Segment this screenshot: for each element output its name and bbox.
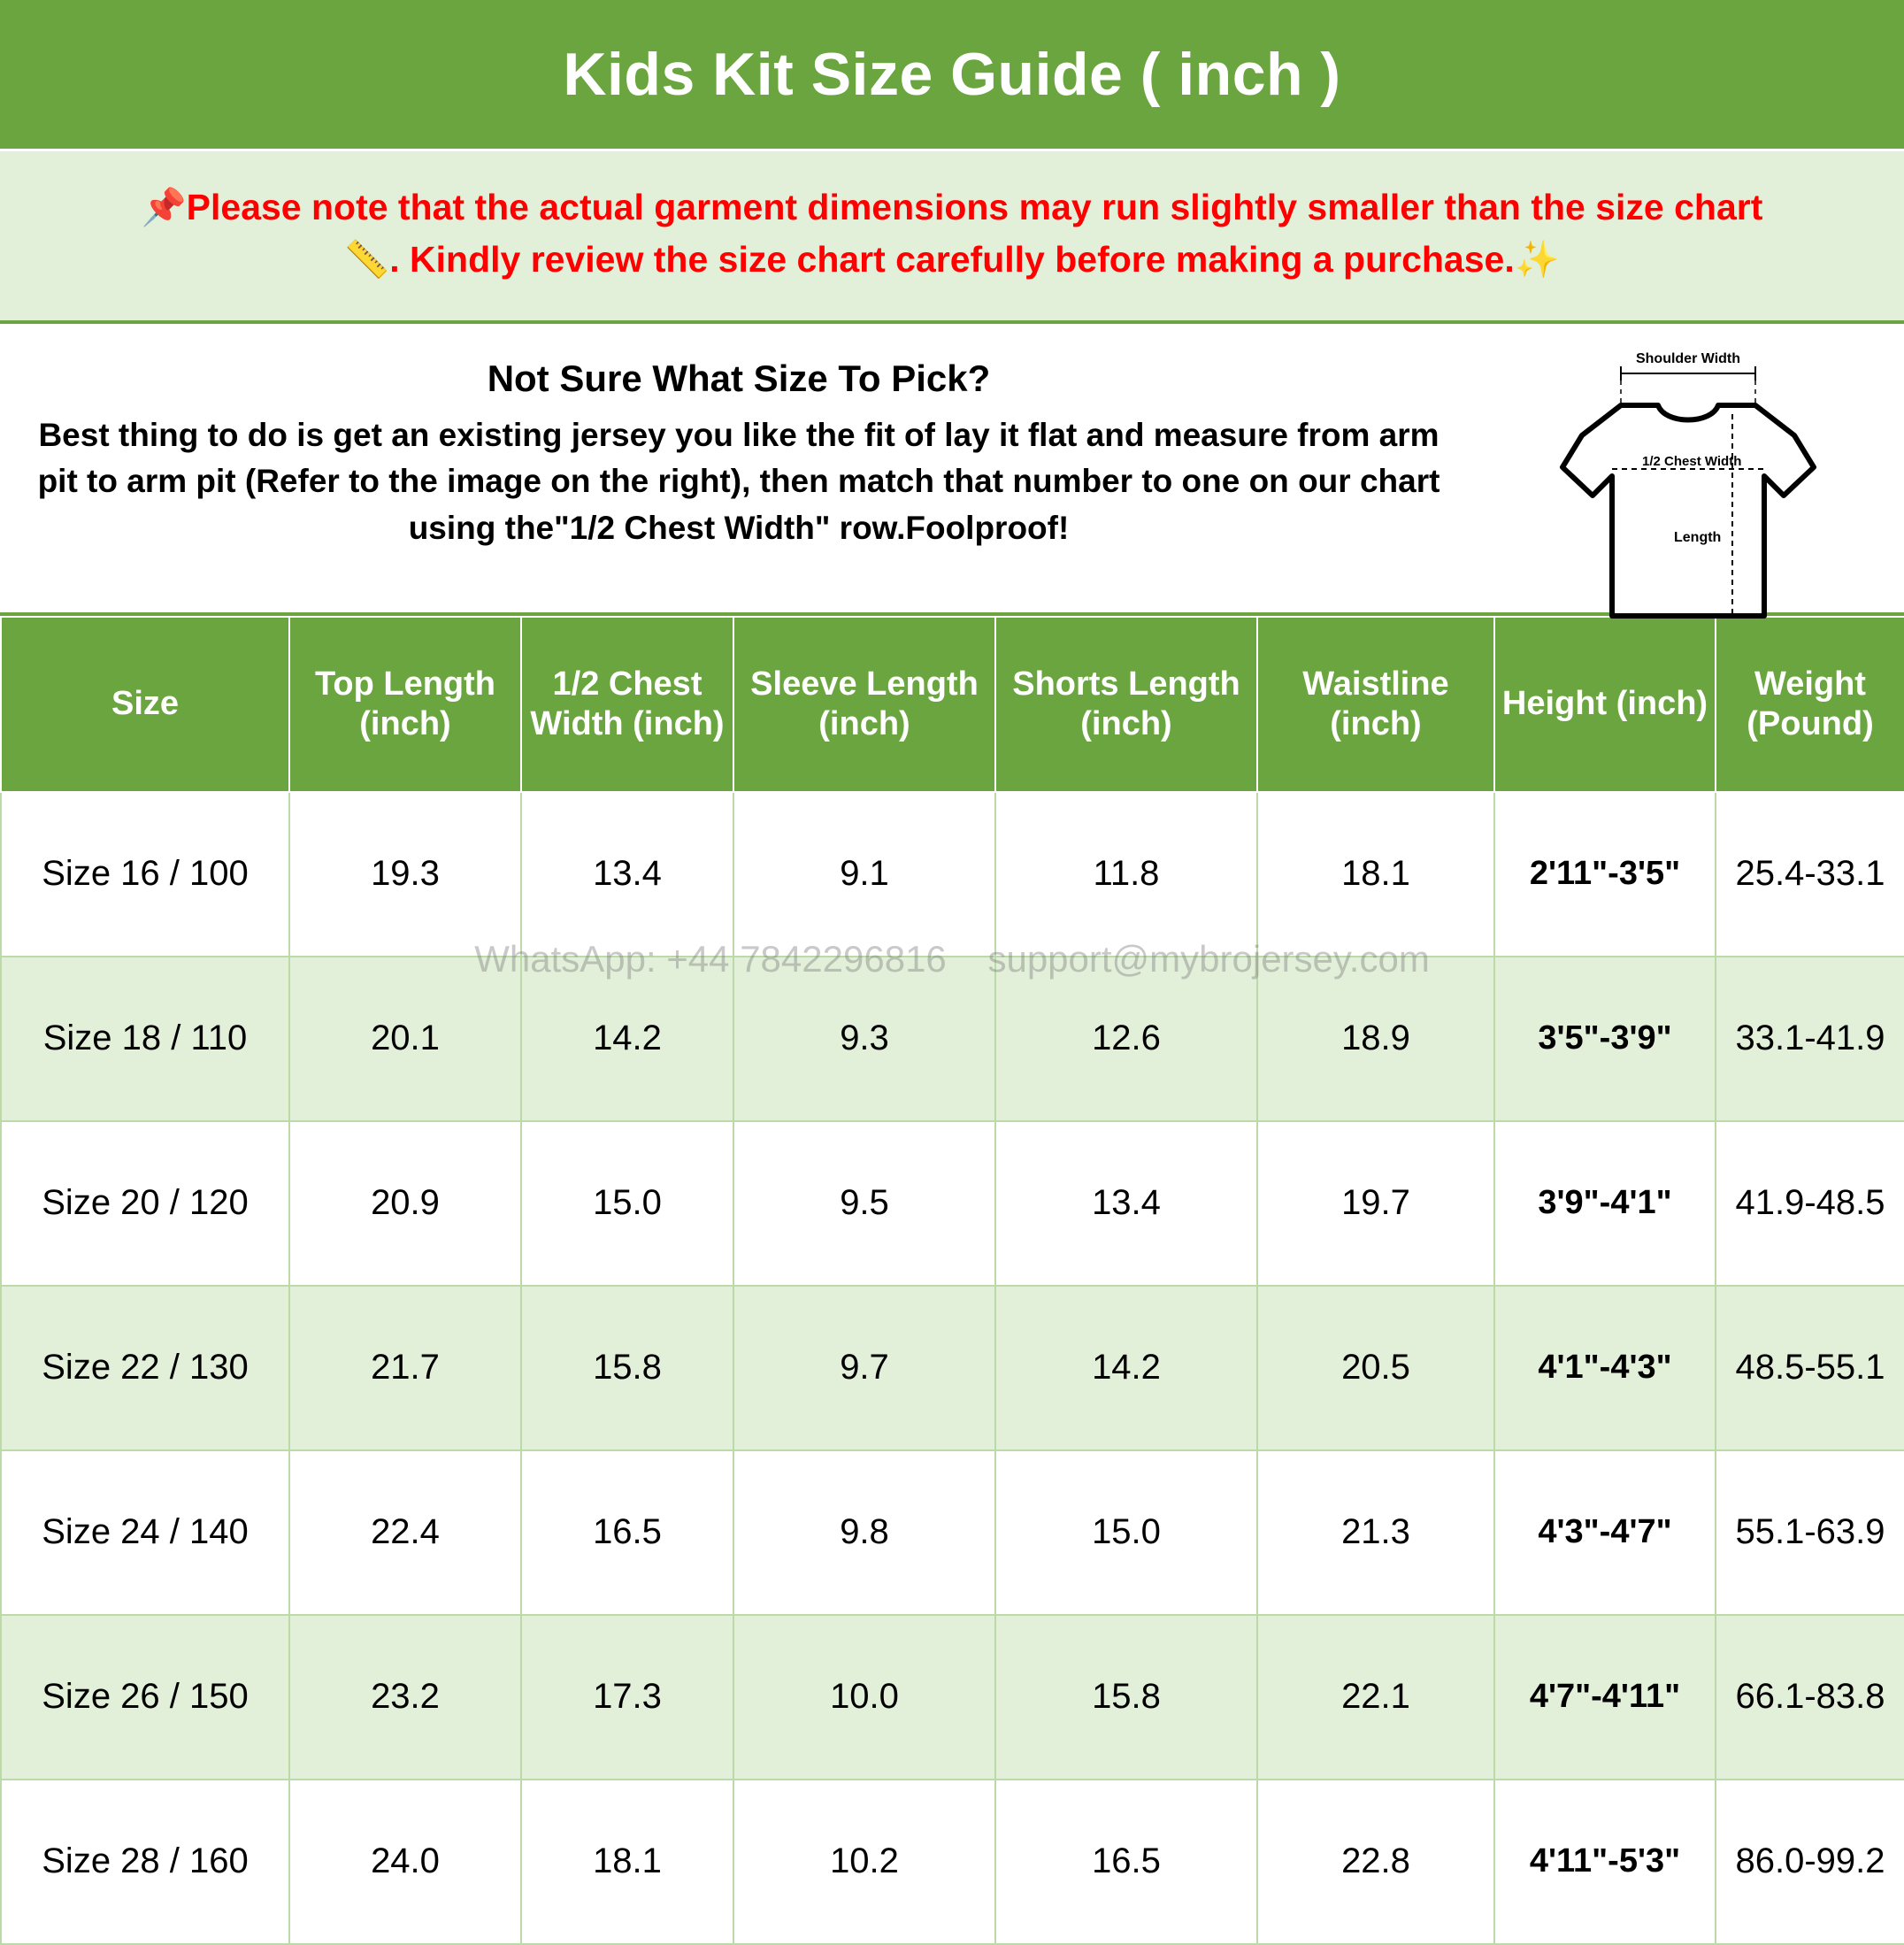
- column-header-waistline: Waistline (inch): [1257, 617, 1494, 792]
- cell-top-length: 20.9: [289, 1121, 521, 1286]
- cell-height: 3'5"-3'9": [1494, 957, 1716, 1121]
- cell-top-length: 24.0: [289, 1780, 521, 1944]
- cell-weight: 48.5-55.1: [1716, 1286, 1904, 1450]
- cell-half-chest-width: 13.4: [521, 792, 733, 957]
- column-header-weight: Weight (Pound): [1716, 617, 1904, 792]
- table-row: [1, 957, 1904, 1121]
- table-row: [1, 1450, 1904, 1615]
- cell-shorts-length: 12.6: [995, 957, 1257, 1121]
- table-body: [1, 792, 1904, 1944]
- cell-weight: 25.4-33.1: [1716, 792, 1904, 957]
- cell-half-chest-width: 18.1: [521, 1780, 733, 1944]
- cell-top-length: 19.3: [289, 792, 521, 957]
- notice-line-1: 📌Please note that the actual garment dimensions may run slightly smaller than the size chart: [141, 187, 1763, 227]
- cell-size: Size 16 / 100: [1, 792, 289, 957]
- cell-sleeve-length: 9.8: [733, 1450, 995, 1615]
- cell-shorts-length: 16.5: [995, 1780, 1257, 1944]
- table-row: [1, 1121, 1904, 1286]
- notice-line-2: 📏. Kindly review the size chart carefully before making a purchase.✨: [344, 239, 1560, 281]
- cell-waistline: 21.3: [1257, 1450, 1494, 1615]
- help-body: Best thing to do is get an existing jersey you like the fit of lay it flat and measure from arm pit to arm pit (Refer to the image on the right), then match that number to one on our chart using the"1/2 Chest Width" row.Foolproof!: [37, 416, 1440, 546]
- cell-top-length: 20.1: [289, 957, 521, 1121]
- cell-weight: 66.1-83.8: [1716, 1615, 1904, 1780]
- cell-sleeve-length: 9.1: [733, 792, 995, 957]
- cell-half-chest-width: 15.8: [521, 1286, 733, 1450]
- cell-sleeve-length: 10.2: [733, 1780, 995, 1944]
- cell-half-chest-width: 17.3: [521, 1615, 733, 1780]
- cell-weight: 33.1-41.9: [1716, 957, 1904, 1121]
- cell-half-chest-width: 14.2: [521, 957, 733, 1121]
- cell-shorts-length: 14.2: [995, 1286, 1257, 1450]
- size-chart-table: [0, 616, 1904, 1945]
- table-row: [1, 1615, 1904, 1780]
- watermark: WhatsApp: +44 7842296816 support@mybrojersey.com: [474, 938, 1430, 980]
- cell-shorts-length: 15.0: [995, 1450, 1257, 1615]
- cell-half-chest-width: 15.0: [521, 1121, 733, 1286]
- cell-top-length: 23.2: [289, 1615, 521, 1780]
- cell-half-chest-width: 16.5: [521, 1450, 733, 1615]
- cell-size: Size 18 / 110: [1, 957, 289, 1121]
- column-header-shorts-length: Shorts Length (inch): [995, 617, 1257, 792]
- cell-size: Size 24 / 140: [1, 1450, 289, 1615]
- cell-height: 4'7"-4'11": [1494, 1615, 1716, 1780]
- cell-shorts-length: 13.4: [995, 1121, 1257, 1286]
- cell-waistline: 20.5: [1257, 1286, 1494, 1450]
- table-row: [1, 1286, 1904, 1450]
- column-header-sleeve-length: Sleeve Length (inch): [733, 617, 995, 792]
- cell-sleeve-length: 10.0: [733, 1615, 995, 1780]
- cell-top-length: 21.7: [289, 1286, 521, 1450]
- cell-size: Size 22 / 130: [1, 1286, 289, 1450]
- cell-height: 4'1"-4'3": [1494, 1286, 1716, 1450]
- cell-waistline: 22.1: [1257, 1615, 1494, 1780]
- table-row: [1, 1780, 1904, 1944]
- cell-sleeve-length: 9.5: [733, 1121, 995, 1286]
- cell-sleeve-length: 9.3: [733, 957, 995, 1121]
- help-block: [0, 324, 1904, 616]
- cell-height: 4'3"-4'7": [1494, 1450, 1716, 1615]
- cell-height: 3'9"-4'1": [1494, 1121, 1716, 1286]
- svg-text:1/2 Chest Width: 1/2 Chest Width: [1642, 453, 1742, 469]
- page-title-bar: [0, 0, 1904, 151]
- column-header-height: Height (inch): [1494, 617, 1716, 792]
- help-text: [0, 357, 1469, 552]
- cell-weight: 55.1-63.9: [1716, 1450, 1904, 1615]
- cell-waistline: 22.8: [1257, 1780, 1494, 1944]
- cell-height: 2'11"-3'5": [1494, 792, 1716, 957]
- cell-shorts-length: 15.8: [995, 1615, 1257, 1780]
- page-title: Kids Kit Size Guide ( inch ): [563, 41, 1341, 108]
- table-row: [1, 792, 1904, 957]
- svg-text:Shoulder Width: Shoulder Width: [1635, 350, 1741, 366]
- help-heading: Not Sure What Size To Pick?: [487, 357, 991, 399]
- cell-waistline: 19.7: [1257, 1121, 1494, 1286]
- column-header-size: Size: [1, 617, 289, 792]
- svg-text:Length: Length: [1674, 529, 1722, 545]
- cell-waistline: 18.9: [1257, 957, 1494, 1121]
- cell-height: 4'11"-5'3": [1494, 1780, 1716, 1944]
- cell-size: Size 28 / 160: [1, 1780, 289, 1944]
- cell-size: Size 20 / 120: [1, 1121, 289, 1286]
- cell-shorts-length: 11.8: [995, 792, 1257, 957]
- cell-size: Size 26 / 150: [1, 1615, 289, 1780]
- cell-waistline: 18.1: [1257, 792, 1494, 957]
- cell-top-length: 22.4: [289, 1450, 521, 1615]
- cell-weight: 41.9-48.5: [1716, 1121, 1904, 1286]
- tshirt-measurement-diagram: [1543, 350, 1835, 651]
- column-header-half-chest-width: 1/2 Chest Width (inch): [521, 617, 733, 792]
- cell-sleeve-length: 9.7: [733, 1286, 995, 1450]
- column-header-top-length: Top Length (inch): [289, 617, 521, 792]
- cell-weight: 86.0-99.2: [1716, 1780, 1904, 1944]
- notice-block: [0, 151, 1904, 324]
